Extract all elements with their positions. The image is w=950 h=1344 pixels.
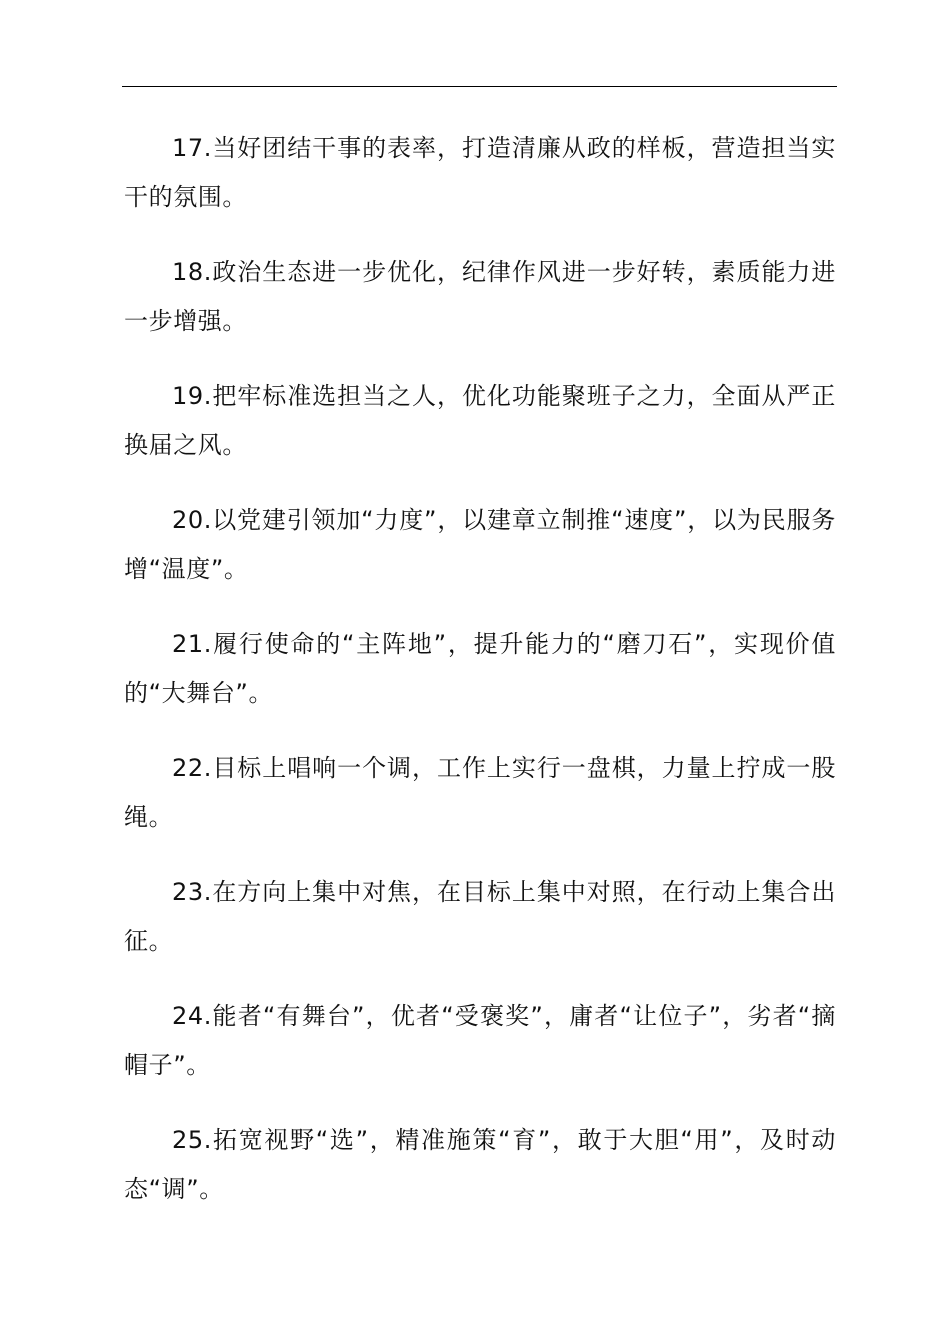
paragraph-25: 25.拓宽视野“选”，精准施策“育”，敢于大胆“用”，及时动态“调”。 [124,1126,836,1203]
document-body [124,124,836,1240]
paragraph-21: 21.履行使命的“主阵地”，提升能力的“磨刀石”，实现价值的“大舞台”。 [124,630,836,707]
paragraph-17: 17.当好团结干事的表率，打造清廉从政的样板，营造担当实干的氛围。 [124,134,836,211]
paragraph-19: 19.把牢标准选担当之人，优化功能聚班子之力，全面从严正换届之风。 [124,382,836,459]
header-rule [122,86,837,87]
paragraph-24: 24.能者“有舞台”，优者“受褒奖”，庸者“让位子”，劣者“摘帽子”。 [124,1002,836,1079]
paragraph-22: 22.目标上唱响一个调，工作上实行一盘棋，力量上拧成一股绳。 [124,754,836,831]
paragraph-20: 20.以党建引领加“力度”，以建章立制推“速度”，以为民服务增“温度”。 [124,506,836,583]
paragraph-18: 18.政治生态进一步优化，纪律作风进一步好转，素质能力进一步增强。 [124,258,836,335]
paragraph-23: 23.在方向上集中对焦，在目标上集中对照，在行动上集合出征。 [124,878,836,955]
